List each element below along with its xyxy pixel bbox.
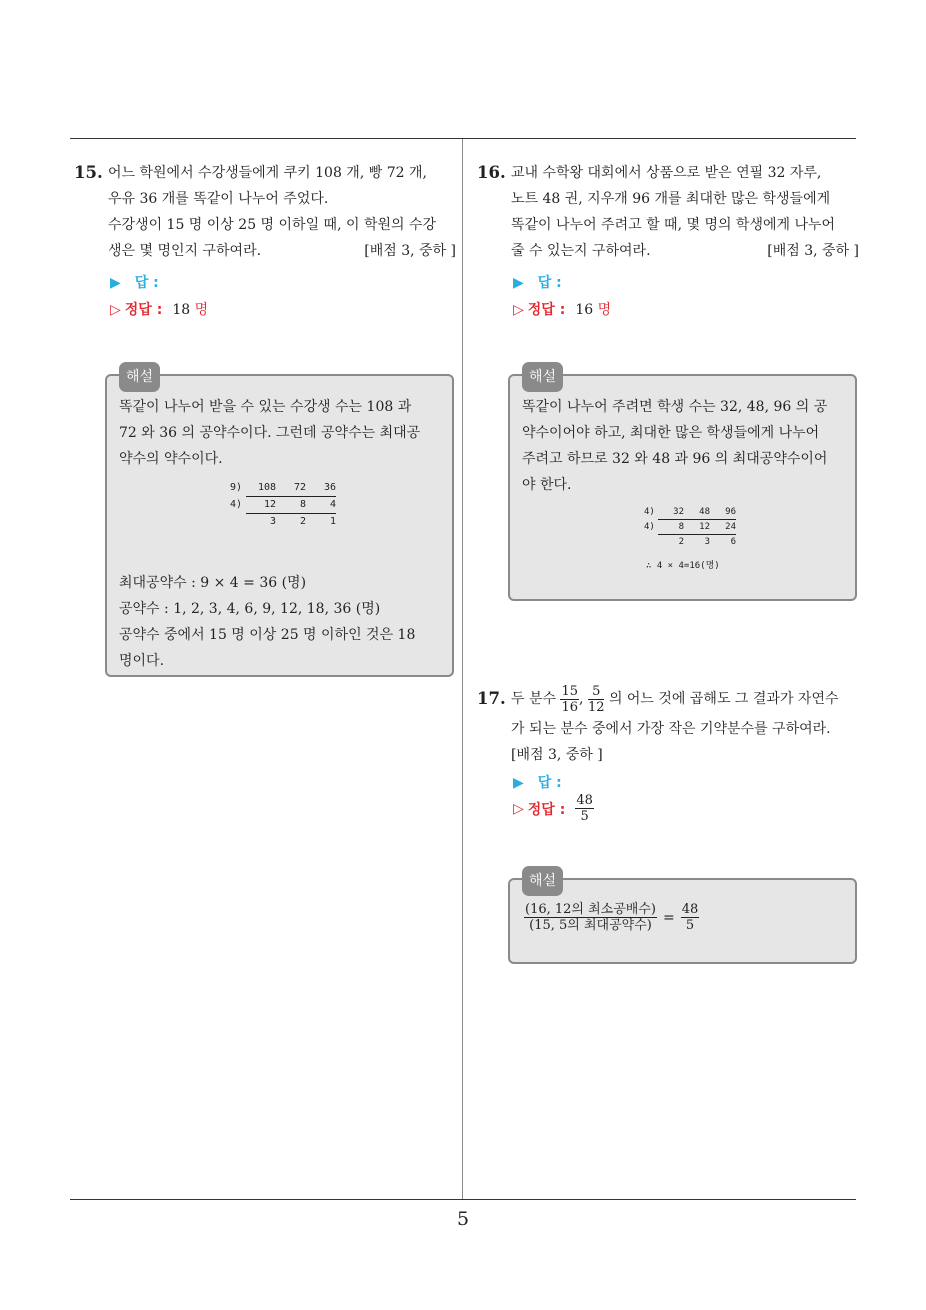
correct-answer-line xyxy=(110,299,208,319)
correct-answer-line xyxy=(513,299,611,319)
division-cell: 72 xyxy=(293,482,306,493)
question-number: 15. xyxy=(74,163,103,182)
page-number: 5 xyxy=(456,1208,470,1230)
question-text: 두 분수 xyxy=(511,691,557,707)
division-cell: 6 xyxy=(730,537,736,547)
explanation-text: 약수이어야 하고, 최대한 많은 학생들에게 나누어 xyxy=(522,425,820,441)
correct-value: 18 xyxy=(172,302,191,318)
division-cell: 108 xyxy=(257,482,276,493)
outline-triangle-icon: ▷ xyxy=(110,302,121,318)
explanation-text: 약수의 약수이다. xyxy=(119,451,223,467)
division-row xyxy=(658,535,736,549)
outline-triangle-icon: ▷ xyxy=(513,800,524,817)
correct-answer-line xyxy=(513,793,594,824)
question-text-end: 생은 몇 명인지 구하여라. xyxy=(108,243,262,259)
answer-line xyxy=(110,272,159,292)
equals-sign: = xyxy=(662,909,675,926)
fraction xyxy=(588,684,605,715)
answer-label: 답 : xyxy=(537,275,562,291)
question-text: 의 어느 것에 곱해도 그 결과가 자연수 xyxy=(608,691,839,707)
question-15 xyxy=(74,160,456,264)
question-text: 우유 36 개를 똑같이 나누어 주었다. xyxy=(108,191,329,207)
division-cell: 2 xyxy=(678,537,684,547)
numerator: 48 xyxy=(681,902,699,917)
explanation-text: 똑같이 나누어 받을 수 있는 수강생 수는 108 과 xyxy=(119,399,412,415)
correct-unit: 명 xyxy=(597,302,612,318)
denominator: 16 xyxy=(561,699,579,715)
question-text: 똑같이 나누어 주려고 할 때, 몇 명의 학생에게 나누어 xyxy=(511,217,836,233)
explanation-box xyxy=(508,873,857,964)
division-cell: 24 xyxy=(725,522,736,532)
question-17 xyxy=(477,682,859,768)
bottom-rule xyxy=(70,1199,856,1200)
explanation-text: 공약수 중에서 15 명 이상 25 명 이하인 것은 18 xyxy=(119,627,416,643)
division-cell: 8 xyxy=(299,499,306,510)
explanation-tag: 해설 xyxy=(522,866,563,896)
play-icon: ▶ xyxy=(513,775,524,791)
correct-label: 정답 : xyxy=(124,302,163,318)
division-row xyxy=(246,514,336,530)
outline-triangle-icon: ▷ xyxy=(513,302,524,318)
score-meta: [배점 3, 중하 ] xyxy=(767,243,859,259)
division-cell: 1 xyxy=(329,516,336,527)
division-row xyxy=(658,505,736,520)
explanation-formula xyxy=(524,902,843,933)
division-table xyxy=(230,480,336,530)
divisor xyxy=(230,514,246,530)
division-row xyxy=(246,497,336,514)
question-text: 가 되는 분수 중에서 가장 작은 기약분수를 구하여라. xyxy=(511,721,831,737)
division-table xyxy=(644,505,736,573)
division-cell: 3 xyxy=(704,537,710,547)
play-icon: ▶ xyxy=(110,275,121,291)
division-cell: 48 xyxy=(699,507,710,517)
explanation-text: 공약수 : 1, 2, 3, 4, 6, 9, 12, 18, 36 (명) xyxy=(119,601,381,617)
division-cell: 12 xyxy=(699,522,710,532)
divisor: 4) xyxy=(644,507,655,517)
divisor: 4) xyxy=(230,499,243,510)
division-row xyxy=(246,480,336,497)
correct-label: 정답 : xyxy=(527,302,566,318)
score-meta: [배점 3, 중하 ] xyxy=(511,747,603,763)
division-cell: 2 xyxy=(299,516,306,527)
play-icon: ▶ xyxy=(513,275,524,291)
explanation-tag: 해설 xyxy=(119,362,160,392)
explanation-text: 주려고 하므로 32 와 48 과 96 의 최대공약수이어 xyxy=(522,451,828,467)
division-cell: 12 xyxy=(263,499,276,510)
division-cell: 32 xyxy=(673,507,684,517)
explanation-text: 똑같이 나누어 주려면 학생 수는 32, 48, 96 의 공 xyxy=(522,399,828,415)
division-cell: 36 xyxy=(323,482,336,493)
denominator: 5 xyxy=(685,918,695,933)
question-text: 어느 학원에서 수강생들에게 쿠키 108 개, 빵 72 개, xyxy=(108,165,427,181)
question-text: 교내 수학왕 대회에서 상품으로 받은 연필 32 자루, xyxy=(511,165,822,181)
division-cell: 96 xyxy=(725,507,736,517)
denominator: 5 xyxy=(580,809,589,824)
explanation-text: 명이다. xyxy=(119,653,165,669)
column-divider xyxy=(462,139,463,1200)
divisor: 9) xyxy=(230,482,243,493)
correct-label: 정답 : xyxy=(527,801,566,818)
divisor: 4) xyxy=(644,522,655,532)
top-rule xyxy=(70,138,856,139)
question-text: 두 분수 $\frac{15}{16}$ , $\frac{5}{12}$ 의 어느 것에 곱해도 그 결과가 자연수 xyxy=(511,683,839,715)
explanation-text: 72 와 36 의 공약수이다. 그런데 공약수는 최대공 xyxy=(119,425,421,441)
question-number: 17. xyxy=(477,689,506,708)
question-text xyxy=(511,238,859,264)
explanation-text: 최대공약수 : 9 × 4 = 36 (명) xyxy=(119,575,307,591)
numerator: 5 xyxy=(588,684,605,700)
fraction xyxy=(560,684,579,715)
question-number: 16. xyxy=(477,163,506,182)
question-16 xyxy=(477,160,859,264)
correct-fraction xyxy=(575,793,594,824)
explanation-tag: 해설 xyxy=(522,362,563,392)
question-text: 노트 48 권, 지우개 96 개를 최대한 많은 학생들에게 xyxy=(511,191,831,207)
correct-value: 16 xyxy=(575,302,594,318)
denominator: 12 xyxy=(587,699,605,715)
question-text: 수강생이 15 명 이상 25 명 이하일 때, 이 학원의 수강 xyxy=(108,217,437,233)
answer-line xyxy=(513,272,562,292)
answer-line xyxy=(513,772,562,792)
question-text-end: 줄 수 있는지 구하여라. xyxy=(511,243,651,259)
division-cell: 8 xyxy=(678,522,684,532)
numerator: (16, 12의 최소공배수) xyxy=(525,902,656,917)
division-row xyxy=(658,520,736,535)
division-cell: 3 xyxy=(269,516,276,527)
division-cell: 4 xyxy=(329,499,336,510)
division-result: ∴ 4 × 4=16(명) xyxy=(646,561,720,571)
correct-unit: 명 xyxy=(194,302,209,318)
question-text xyxy=(108,238,456,264)
answer-label: 답 : xyxy=(537,775,562,791)
score-meta: [배점 3, 중하 ] xyxy=(364,243,456,259)
denominator: (15, 5의 최대공약수) xyxy=(529,918,652,933)
numerator: 15 xyxy=(561,683,579,699)
numerator: 48 xyxy=(576,793,593,808)
answer-label: 답 : xyxy=(134,275,159,291)
fraction xyxy=(681,902,700,933)
explanation-text: 야 한다. xyxy=(522,477,572,493)
fraction xyxy=(524,902,657,933)
divisor xyxy=(644,535,658,549)
